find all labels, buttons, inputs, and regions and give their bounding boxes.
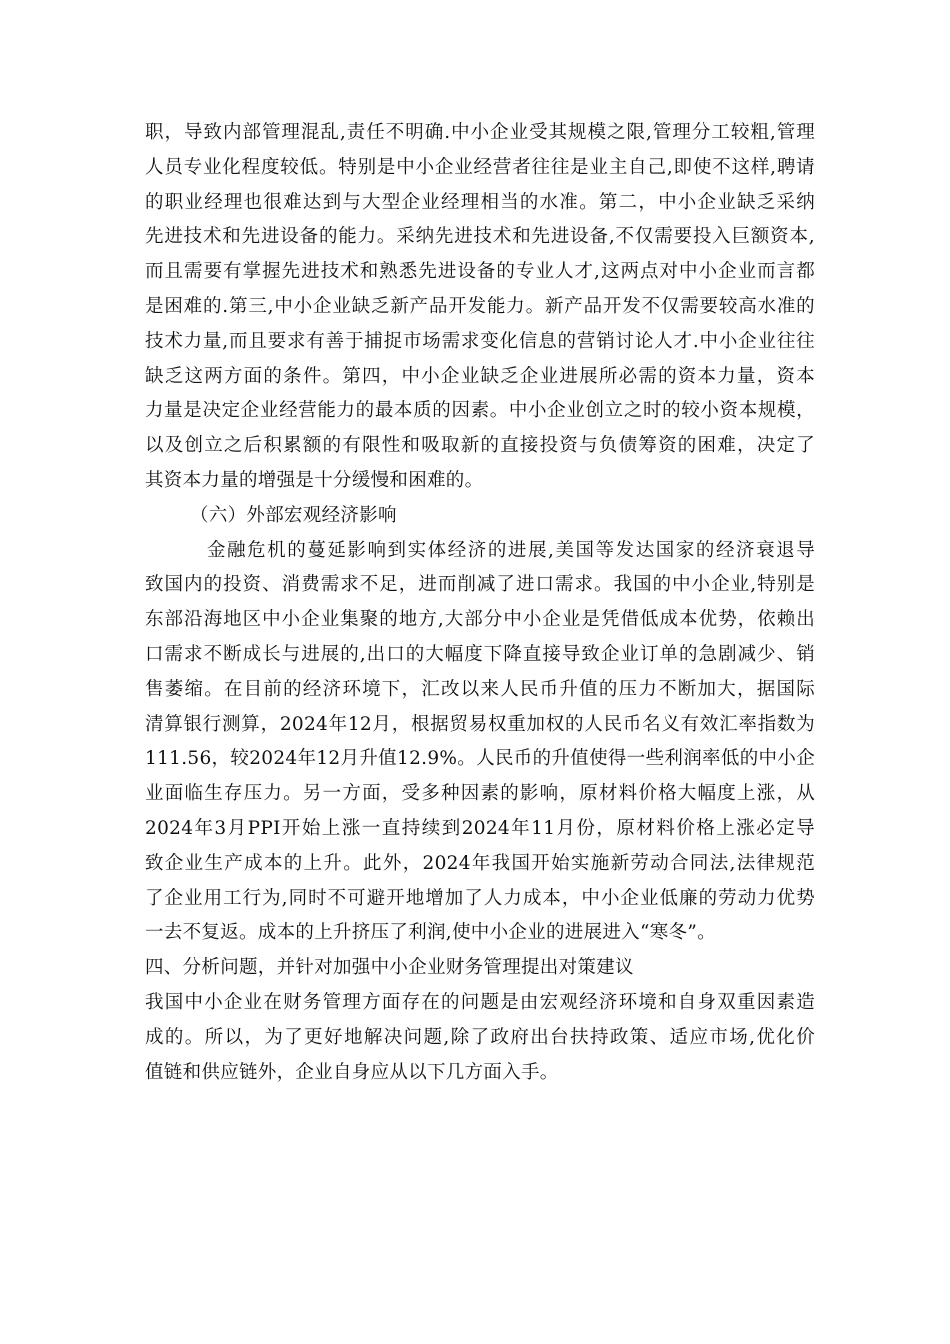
text-line: 了企业用工行为,同时不可避开地增加了人力成本，中小企业低廉的劳动力优势 xyxy=(145,887,815,909)
text-line: 成的。所以，为了更好地解决问题,除了政府出台扶持政策、适应市场,优化价 xyxy=(145,1026,815,1048)
text-line: 值链和供应链外，企业自身应从以下几方面入手。 xyxy=(145,1061,559,1083)
text-line: 技术力量,而且要求有善于捕捉市场需求变化信息的营销讨论人才.中小企业往往 xyxy=(145,330,815,352)
text-line: 缺乏这两方面的条件。第四，中小企业缺乏企业进展所必需的资本力量，资本 xyxy=(145,365,815,387)
text-line: 东部沿海地区中小企业集聚的地方,大部分中小企业是凭借低成本优势，依赖出 xyxy=(145,609,815,631)
paragraph-3 xyxy=(145,986,815,1090)
subheading-external-macro: （六）外部宏观经济影响 xyxy=(190,504,397,526)
paragraph-1 xyxy=(145,116,815,499)
text-line: 业面临生存压力。另一方面，受多种因素的影响，原材料价格大幅度上涨，从 xyxy=(145,783,815,805)
text-line: 力量是决定企业经营能力的最本质的因素。中小企业创立之时的较小资本规模， xyxy=(145,400,815,422)
document-page xyxy=(145,116,815,1090)
text-line: 职，导致内部管理混乱,责任不明确.中小企业受其规模之限,管理分工较粗,管理 xyxy=(145,122,815,143)
text-line: 口需求不断成长与进展的,出口的大幅度下降直接导致企业订单的急剧减少、销 xyxy=(145,643,815,665)
text-line: 致国内的投资、消费需求不足，进而削减了进口需求。我国的中小企业,特别是 xyxy=(145,574,815,596)
text-line: 金融危机的蔓延影响到实体经济的进展,美国等发达国家的经济衰退导 xyxy=(207,539,815,561)
text-line: 一去不复返。成本的上升挤压了利润,使中小企业的进展进入“寒冬”。 xyxy=(145,922,716,944)
text-line: 是困难的.第三,中小企业缺乏新产品开发能力。新产品开发不仅需要较高水准的 xyxy=(145,295,815,317)
text-line: 人员专业化程度较低。特别是中小企业经营者往往是业主自己,即使不这样,聘请 xyxy=(145,156,815,178)
section-heading-4: 四、分析问题，并针对加强中小企业财务管理提出对策建议 xyxy=(145,957,634,979)
text-line: 清算银行测算，2024年12月，根据贸易权重加权的人民币名义有效汇率指数为 xyxy=(145,713,815,735)
text-line: 以及创立之后积累额的有限性和吸取新的直接投资与负债筹资的困难，决定了 xyxy=(145,435,815,457)
text-line: 而且需要有掌握先进技术和熟悉先进设备的专业人才,这两点对中小企业而言都 xyxy=(145,261,815,283)
text-line: 我国中小企业在财务管理方面存在的问题是由宏观经济环境和自身双重因素造 xyxy=(145,991,815,1013)
text-line: 售萎缩。在目前的经济环境下，汇改以来人民币升值的压力不断加大，据国际 xyxy=(145,678,815,700)
text-line: 111.56，较2024年12月升值12.9%。人民币的升值使得一些利润率低的中小企 xyxy=(145,748,815,770)
text-line: 致企业生产成本的上升。此外，2024年我国开始实施新劳动合同法,法律规范 xyxy=(145,852,815,874)
text-line: 先进技术和先进设备的能力。采纳先进技术和先进设备,不仅需要投入巨额资本, xyxy=(145,226,815,248)
text-line: 其资本力量的增强是十分缓慢和困难的。 xyxy=(145,469,484,491)
paragraph-2 xyxy=(145,534,815,952)
text-line: 的职业经理也很难达到与大型企业经理相当的水准。第二，中小企业缺乏采纳 xyxy=(145,191,815,213)
text-line: 2024年3月PPI开始上涨一直持续到2024年11月份，原材料价格上涨必定导 xyxy=(145,817,815,839)
